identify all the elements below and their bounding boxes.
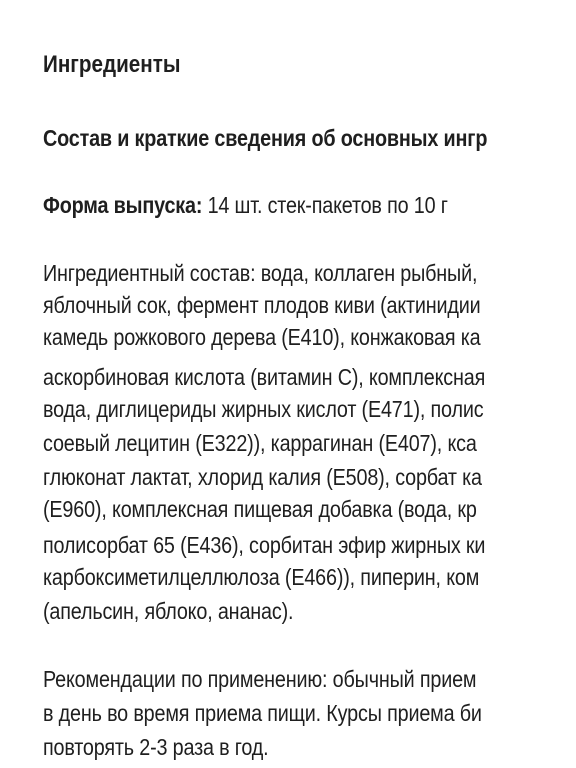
release-form-value: 14 шт. стек-пакетов по 10 г xyxy=(202,192,448,218)
page-title: Ингредиенты xyxy=(43,51,181,78)
recommendation-line: повторять 2-3 раза в год. xyxy=(43,734,269,760)
composition-line: карбоксиметилцеллюлоза (Е466)), пиперин, ком xyxy=(43,564,480,590)
composition-line: (Е960), комплексная пищевая добавка (вода, кр xyxy=(43,496,477,522)
composition-line: камедь рожкового дерева (Е410), конжаковая ка xyxy=(43,324,481,350)
release-form-label: Форма выпуска: xyxy=(43,192,203,218)
recommendation-line: Рекомендации по применению: обычный прием xyxy=(43,666,477,692)
composition-line: соевый лецитин (Е322)), каррагинан (Е407), кса xyxy=(43,430,477,456)
composition-line: глюконат лактат, хлорид калия (Е508), сорбат ка xyxy=(43,464,482,490)
recommendation-line: в день во время приема пищи. Курсы приема би xyxy=(43,700,482,726)
release-form-row xyxy=(43,190,448,220)
composition-line: Ингредиентный состав: вода, коллаген рыбный, xyxy=(43,260,478,286)
composition-line: яблочный сок, фермент плодов киви (актинидии xyxy=(43,292,481,318)
section-subheading: Состав и краткие сведения об основных ингр xyxy=(43,125,488,151)
composition-line: (апельсин, яблоко, ананас). xyxy=(43,598,294,624)
composition-line: вода, диглицериды жирных кислот (Е471), полис xyxy=(43,396,484,422)
composition-line: аскорбиновая кислота (витамин С), комплексная xyxy=(43,364,486,390)
composition-line: полисорбат 65 (Е436), сорбитан эфир жирных ки xyxy=(43,532,486,558)
